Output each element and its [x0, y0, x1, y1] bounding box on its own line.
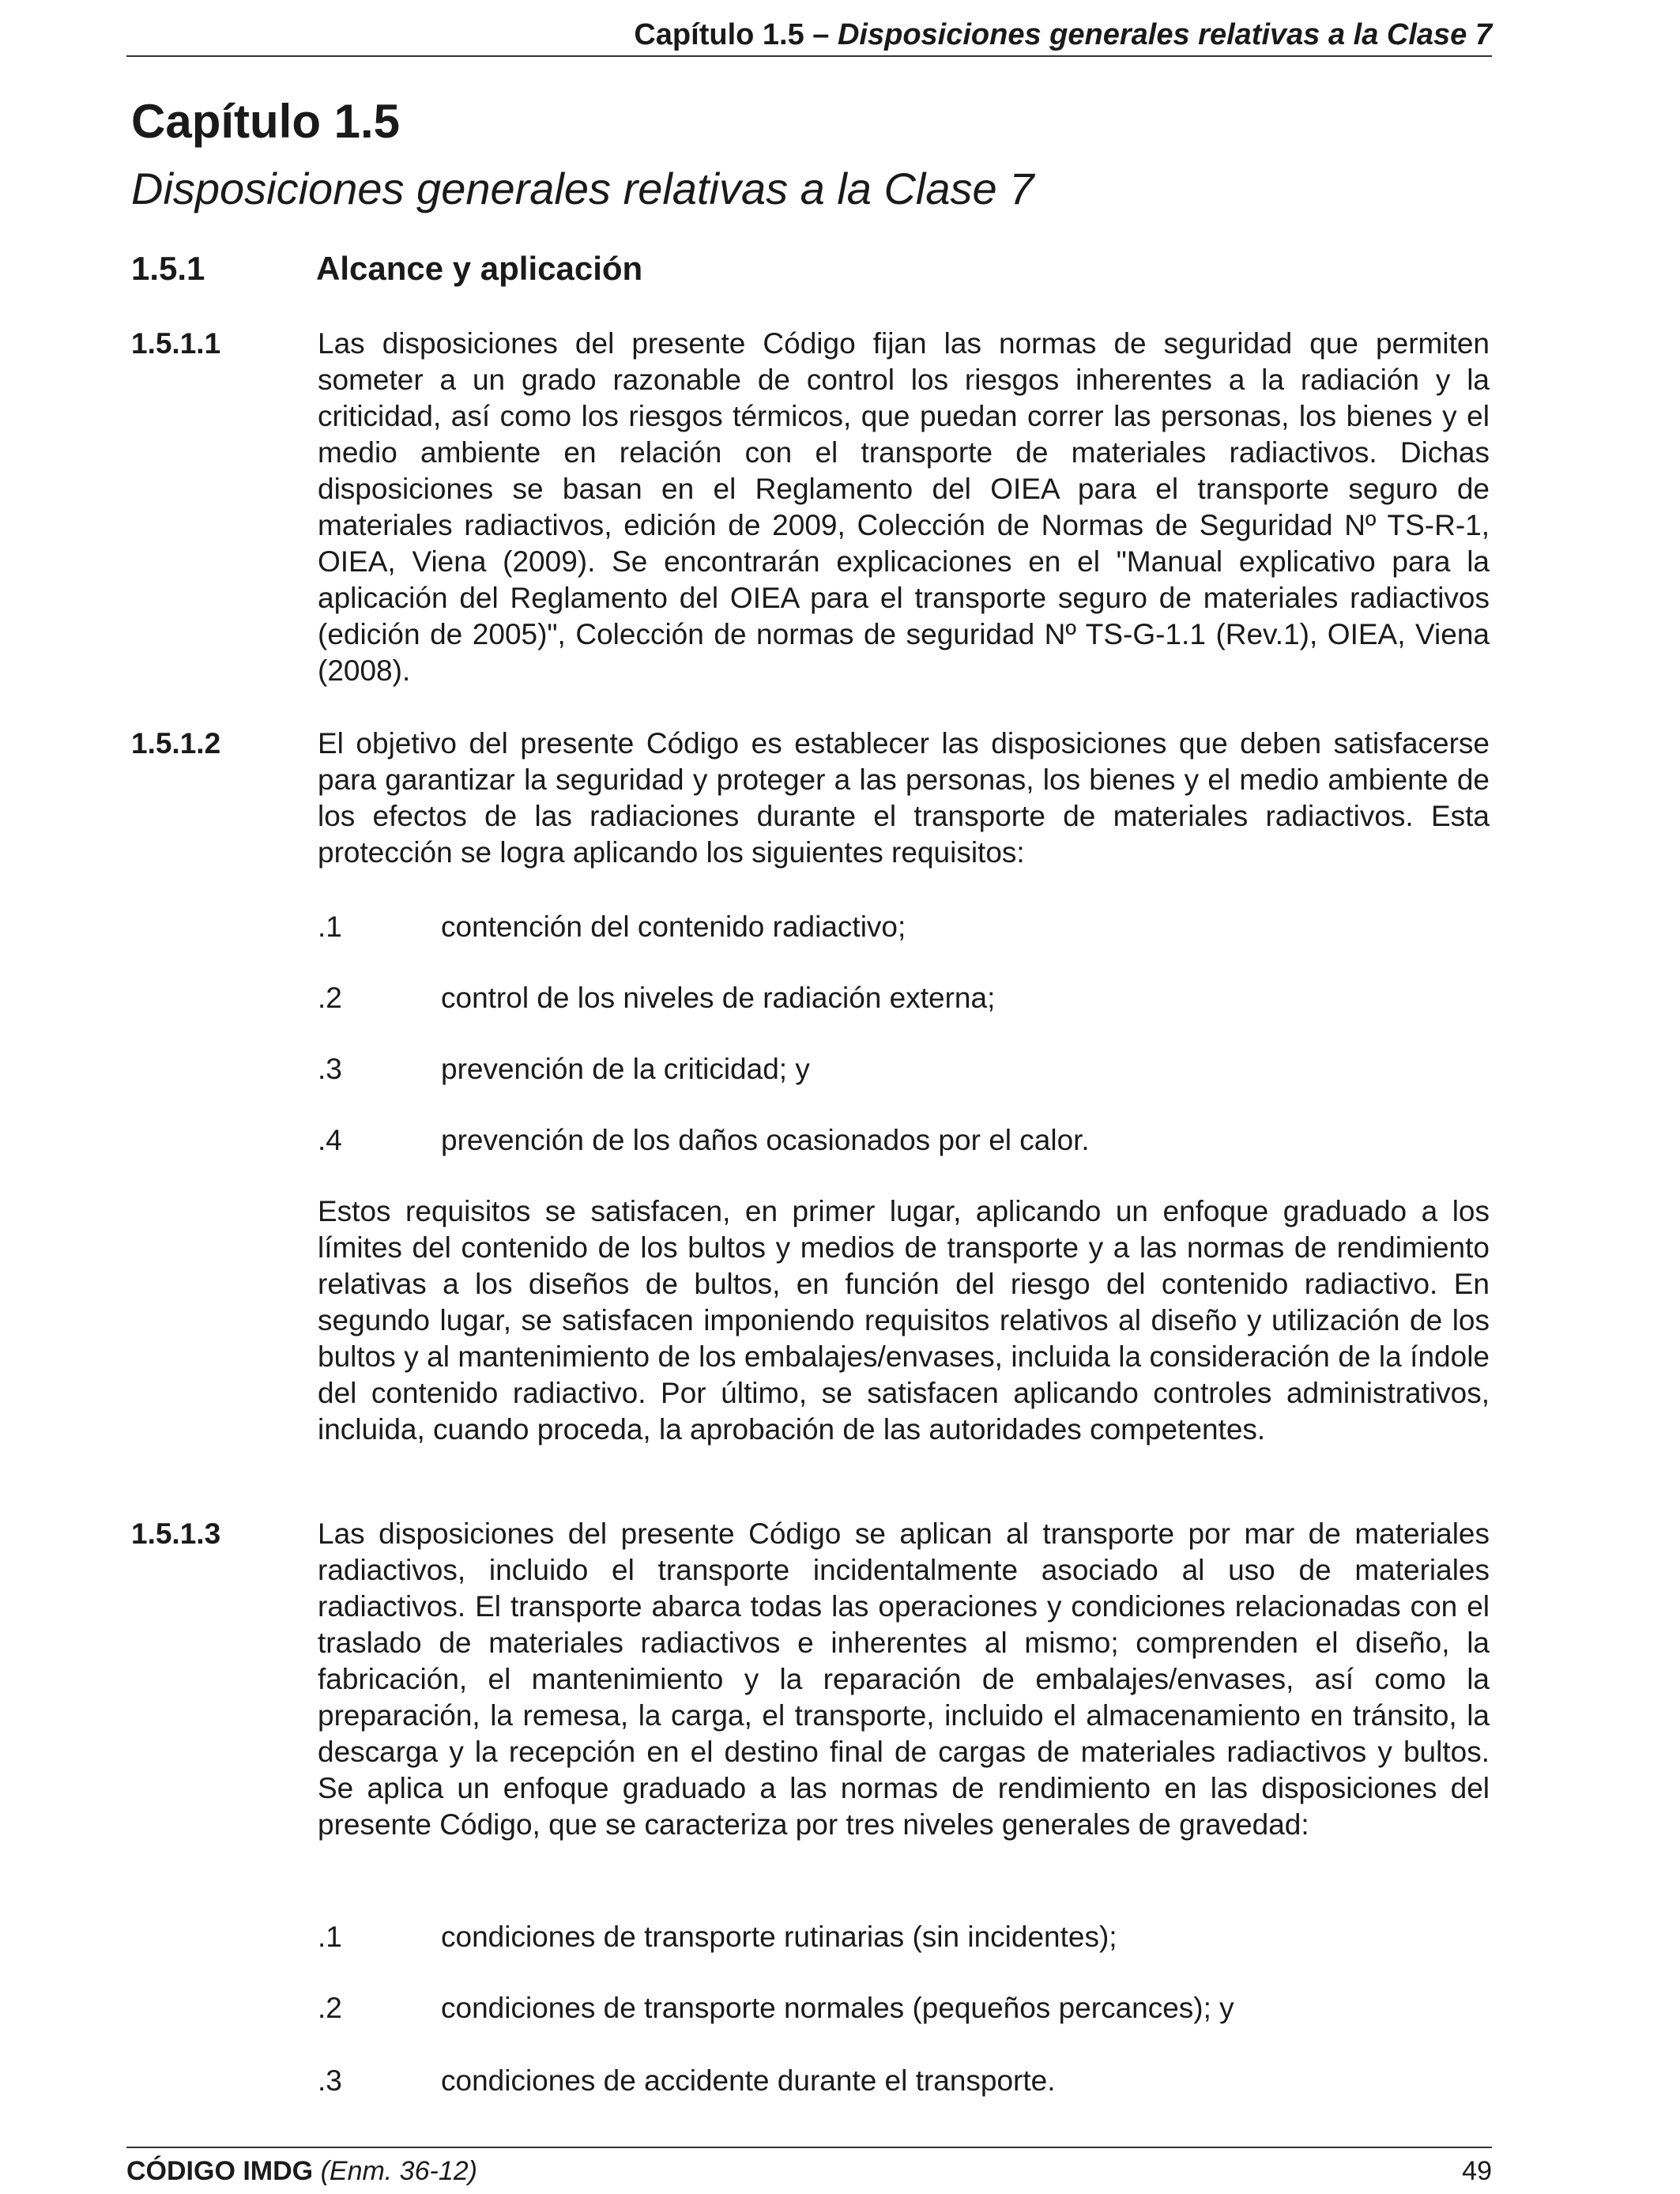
paragraph-number: 1.5.1.1 — [131, 327, 221, 360]
list-item-text: prevención de la criticidad; y — [441, 1053, 810, 1085]
paragraph-text: El objetivo del presente Código es establecer las disposiciones que deben satisfacerse para garantizar la seguridad y proteger a las personas, los bienes y el medio ambiente de los efectos de las radiaciones durante el transporte de materiales radiactivos. Esta protección se logra aplicando los siguientes requisitos: — [318, 727, 1490, 869]
list-item-text: contención del contenido radiactivo; — [441, 910, 906, 943]
chapter-title: Capítulo 1.5 — [131, 95, 401, 148]
section-title: Alcance y aplicación — [316, 250, 643, 287]
section-number: 1.5.1 — [131, 250, 205, 287]
document-page — [126, 0, 1492, 2194]
list-item-number: .2 — [318, 982, 342, 1014]
running-header — [126, 14, 1492, 57]
page-footer — [126, 2147, 1492, 2192]
paragraph-number: 1.5.1.3 — [131, 1517, 221, 1550]
footer-code-title: CÓDIGO IMDG — [126, 2156, 314, 2186]
running-header-separator: – — [804, 18, 838, 51]
paragraph-number: 1.5.1.2 — [131, 727, 221, 760]
list-item-number: .1 — [318, 910, 342, 943]
chapter-subtitle: Disposiciones generales relativas a la Clase 7 — [131, 164, 1034, 213]
list-item-number: .4 — [318, 1124, 342, 1156]
list-item-text: control de los niveles de radiación externa; — [441, 982, 996, 1014]
list-item-number: .3 — [318, 2064, 342, 2097]
list-item-text: condiciones de transporte normales (pequeños percances); y — [441, 1992, 1234, 2024]
list-item-text: prevención de los daños ocasionados por el calor. — [441, 1124, 1090, 1156]
page-number: 49 — [1462, 2156, 1492, 2186]
list-item-number: .1 — [318, 1921, 342, 1953]
list-item-number: .2 — [318, 1992, 342, 2024]
footer-amendment: (Enm. 36-12) — [320, 2156, 477, 2186]
list-item-text: condiciones de transporte rutinarias (sin incidentes); — [441, 1921, 1117, 1953]
running-header-chapter: Capítulo 1.5 — [634, 18, 804, 51]
running-header-title: Disposiciones generales relativas a la Clase 7 — [837, 18, 1492, 51]
paragraph-continuation-text: Estos requisitos se satisfacen, en primer lugar, aplicando un enfoque graduado a los límites del contenido de los bultos y medios de transporte y a las normas de rendimiento relativas a los diseños de bultos, en función del riesgo del contenido radiactivo. En segundo lugar, se satisfacen imponiendo requisitos relativos al diseño y utilización de los bultos y al mantenimiento de los embalajes/envases, incluida la consideración de la índole del contenido radiactivo. Por último, se satisfacen aplicando controles administrativos, incluida, cuando proceda, la aprobación de las autoridades competentes. — [318, 1195, 1490, 1446]
list-item-text: condiciones de accidente durante el transporte. — [441, 2064, 1056, 2097]
list-item-number: .3 — [318, 1053, 342, 1085]
paragraph-text: Las disposiciones del presente Código fijan las normas de seguridad que permiten someter a un grado razonable de control los riesgos inherentes a la radiación y la criticidad, así como los riesgos térmicos, que puedan correr las personas, los bienes y el medio ambiente en relación con el transporte de materiales radiactivos. Dichas disposiciones se basan en el Reglamento del OIEA para el transporte seguro de materiales radiactivos, edición de 2009, Colección de Normas de Seguridad Nº TS-R-1, OIEA, Viena (2009). Se encontrarán explicaciones en el "Manual explicativo para la aplicación del Reglamento del OIEA para el transporte seguro de materiales radiactivos (edición de 2005)", Colección de normas de seguridad Nº TS-G-1.1 (Rev.1), OIEA, Viena (2008). — [318, 327, 1490, 687]
paragraph-text: Las disposiciones del presente Código se aplican al transporte por mar de materiales radiactivos, incluido el transporte incidentalmente asociado al uso de materiales radiactivos. El transporte abarca todas las operaciones y condiciones relacionadas con el traslado de materiales radiactivos e inherentes al mismo; comprenden el diseño, la fabricación, el mantenimiento y la reparación de embalajes/envases, así como la preparación, la remesa, la carga, el transporte, incluido el almacenamiento en tránsito, la descarga y la recepción en el destino final de cargas de materiales radiactivos y bultos. Se aplica un enfoque graduado a las normas de rendimiento en las disposiciones del presente Código, que se caracteriza por tres niveles generales de gravedad: — [318, 1517, 1490, 1841]
footer-code — [126, 2151, 477, 2191]
